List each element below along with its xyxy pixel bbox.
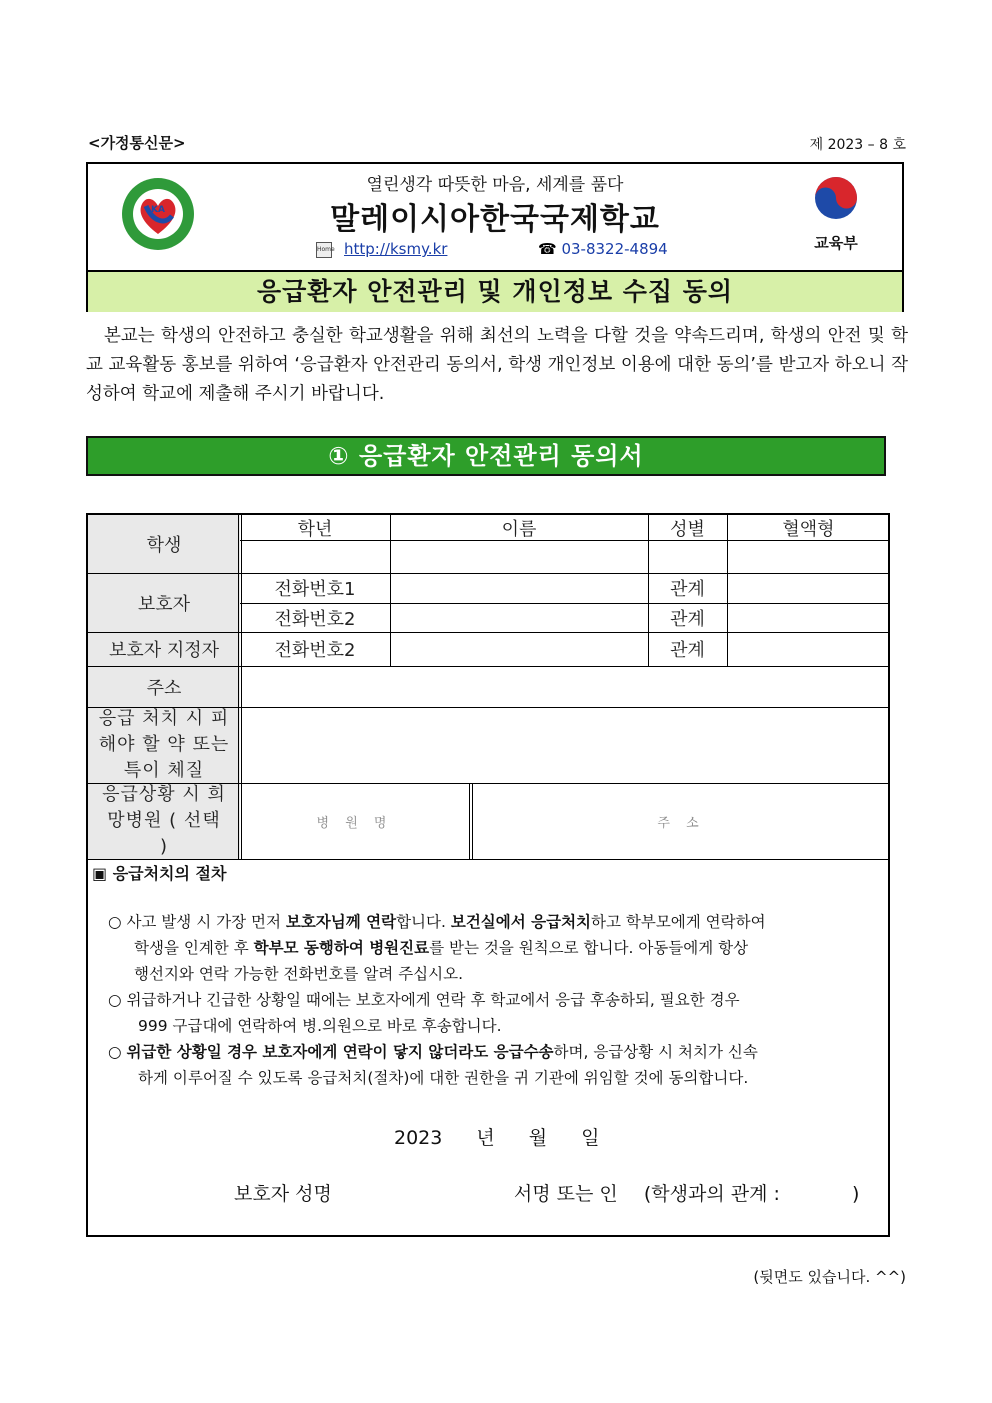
grid-line bbox=[648, 515, 649, 666]
svg-text:KA: KA bbox=[151, 205, 165, 215]
back-page-note: (뒷면도 있습니다. ^^) bbox=[753, 1268, 906, 1286]
hospital-name-input[interactable] bbox=[240, 783, 469, 859]
name-input[interactable] bbox=[390, 540, 648, 573]
grid-line bbox=[88, 666, 890, 667]
relation-input-3[interactable] bbox=[727, 632, 890, 666]
document-title: 응급환자 안전관리 및 개인정보 수집 동의 bbox=[88, 270, 902, 312]
procedure-item-3: ○ 위급한 상황일 경우 보호자에게 연락이 닿지 않더라도 응급수송하며, 응급상황 시 처치가 신속 하게 이루어질 수 있도록 응급처치(절차)에 대한 권한을 귀 기관에 위임할 것에 동의합니다. bbox=[108, 1043, 758, 1087]
grade-input[interactable] bbox=[240, 540, 390, 573]
phone-number bbox=[538, 240, 668, 258]
label-designee: 보호자 지정자 bbox=[88, 632, 240, 666]
doc-type-label: <가정통신문> bbox=[88, 134, 186, 152]
label-student: 학생 bbox=[88, 515, 240, 573]
procedure-item-1: ○ 사고 발생 시 가장 먼저 보호자님께 연락합니다. 보건실에서 응급처치하고 학부모에게 연락하여 학생을 인계한 후 학부모 동행하여 병원진료를 받는 것을 원칙으로 합니다. 아동들에게 항상 행선지와 연락 가능한 전화번호를 알려 주십시오. bbox=[108, 913, 766, 983]
procedure-item-2: ○ 위급하거나 긴급한 상황일 때에는 보호자에게 연락 후 학교에서 응급 후송하되, 필요한 경우 999 구급대에 연락하여 병.의원으로 바로 후송합니다. bbox=[108, 991, 740, 1035]
grid-line bbox=[88, 707, 890, 708]
ministry-name: 교육부 bbox=[814, 234, 858, 252]
grid-line bbox=[241, 515, 242, 859]
phone-number-text: 03-8322-4894 bbox=[561, 240, 668, 258]
procedure-title: ▣ 응급처치의 절차 bbox=[92, 864, 227, 883]
designee-phone-input[interactable] bbox=[390, 632, 648, 666]
grid-line bbox=[469, 783, 470, 859]
hospital-name-placeholder: 병 원 명 bbox=[316, 815, 393, 831]
grid-line bbox=[472, 783, 473, 859]
grid-line bbox=[240, 603, 890, 604]
consent-form bbox=[86, 513, 890, 1237]
header-blood-type: 혈액형 bbox=[782, 518, 835, 540]
grid-line bbox=[88, 573, 890, 574]
school-motto: 열린생각 따뜻한 마음, 세계를 품다 bbox=[366, 175, 624, 195]
header-gender: 성별 bbox=[670, 518, 705, 540]
intro-paragraph bbox=[86, 322, 908, 409]
letter-header bbox=[86, 162, 904, 312]
grid-line bbox=[727, 515, 728, 666]
grid-line bbox=[238, 515, 239, 859]
taegeuk-icon bbox=[800, 174, 872, 224]
grid-line bbox=[88, 783, 890, 784]
relation-note-close: ) bbox=[851, 1183, 860, 1205]
sign-label: 서명 또는 인 bbox=[513, 1183, 618, 1205]
grid-line bbox=[88, 859, 890, 860]
gender-input[interactable] bbox=[648, 540, 727, 573]
grid-line bbox=[88, 632, 890, 633]
label-avoid-medication: 응급 처치 시 피해야 할 약 또는 특이 체질 bbox=[88, 707, 240, 783]
guardian-name-label: 보호자 성명 bbox=[234, 1183, 332, 1205]
blood-type-input[interactable] bbox=[727, 540, 890, 573]
label-phone2: 전화번호2 bbox=[274, 608, 356, 630]
header-name: 이름 bbox=[501, 518, 537, 540]
label-designee-phone: 전화번호2 bbox=[274, 640, 356, 661]
label-relation-1: 관계 bbox=[670, 579, 705, 600]
relation-input-1[interactable] bbox=[727, 573, 890, 603]
issue-number: 제 2023 – 8 호 bbox=[809, 137, 906, 153]
avoid-medication-input[interactable] bbox=[240, 707, 890, 783]
school-name: 말레이시아한국국제학교 bbox=[330, 202, 660, 237]
label-guardian: 보호자 bbox=[88, 573, 240, 632]
relation-input-2[interactable] bbox=[727, 603, 890, 632]
intro-text: 본교는 학생의 안전하고 충실한 학교생활을 위해 최선의 노력을 다할 것을 약속드리며, 학생의 안전 및 학교 교육활동 홍보를 위하여 ‘응급환자 안전관리 동의서, 학생 개인정보 이용에 대한 동의’를 받고자 하오니 작성하여 학교에 제출해 주시기 바랍니다. bbox=[86, 326, 908, 404]
hospital-address-placeholder: 주 소 bbox=[657, 815, 705, 831]
grid-line bbox=[390, 515, 391, 666]
label-relation-2: 관계 bbox=[670, 608, 705, 630]
guardian-phone1-input[interactable] bbox=[390, 573, 648, 603]
ministry-logo bbox=[800, 174, 872, 254]
header-grade: 학년 bbox=[297, 518, 333, 540]
label-preferred-hospital: 응급상황 시 희망병원 ( 선택 ) bbox=[88, 783, 240, 859]
grid-line bbox=[240, 540, 890, 541]
relation-note: (학생과의 관계 : bbox=[643, 1183, 780, 1205]
signature-line bbox=[234, 1179, 859, 1206]
label-relation-3: 관계 bbox=[670, 640, 705, 661]
label-address: 주소 bbox=[88, 666, 240, 707]
school-url-link[interactable]: http://ksmy.kr bbox=[344, 240, 448, 258]
date-line: 2023 년 월 일 bbox=[394, 1127, 600, 1149]
guardian-phone2-input[interactable] bbox=[390, 603, 648, 632]
label-phone1: 전화번호1 bbox=[274, 579, 356, 600]
address-input[interactable] bbox=[240, 666, 890, 707]
phone-icon: ☎ bbox=[538, 240, 557, 258]
home-icon: Home bbox=[316, 242, 332, 258]
hospital-address-input[interactable] bbox=[472, 783, 890, 859]
section-title: ① 응급환자 안전관리 동의서 bbox=[86, 436, 886, 476]
